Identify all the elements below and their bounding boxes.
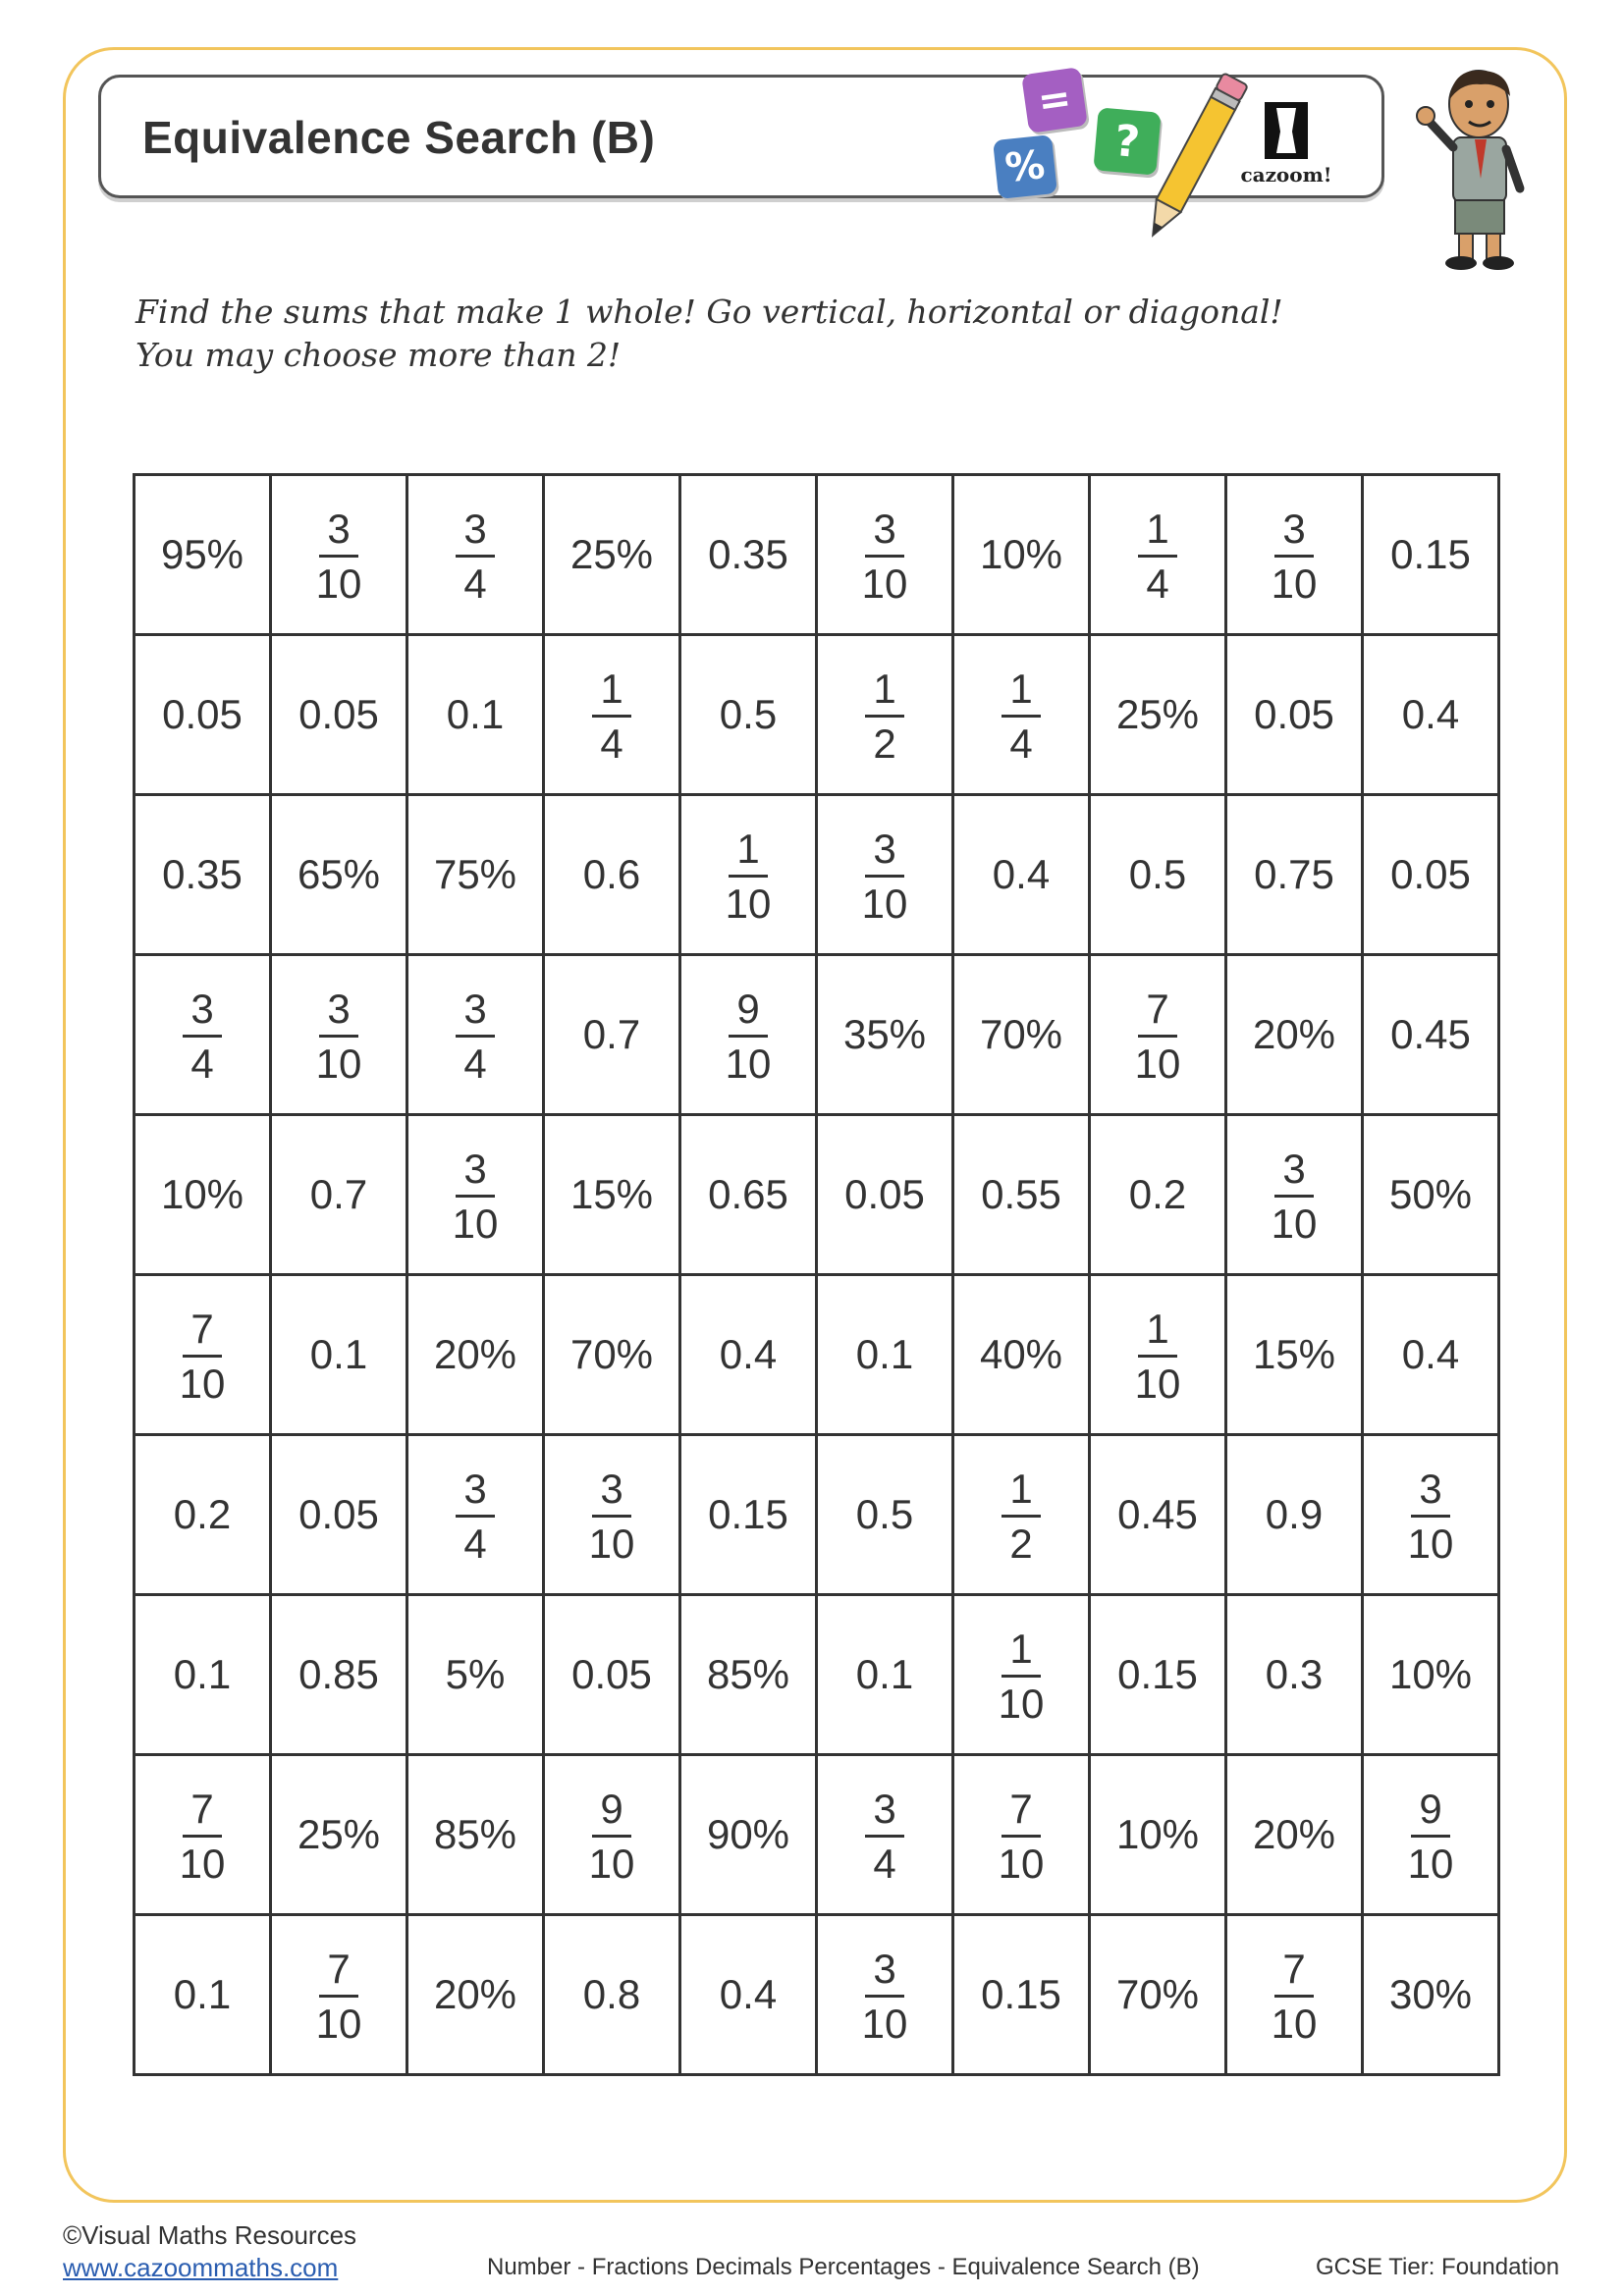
fraction xyxy=(456,505,494,607)
grid-cell[interactable] xyxy=(1363,1435,1499,1595)
grid-cell[interactable] xyxy=(1226,475,1363,635)
fraction xyxy=(1134,985,1181,1087)
fraction-numerator: 1 xyxy=(1001,668,1040,718)
fraction-numerator: 7 xyxy=(319,1949,357,1998)
grid-cell[interactable] xyxy=(680,795,817,955)
fraction-denominator: 10 xyxy=(725,880,772,927)
grid-cell[interactable]: 0.85 xyxy=(271,1595,407,1755)
grid-cell[interactable]: 0.8 xyxy=(544,1915,680,2075)
fraction-denominator: 2 xyxy=(1009,1520,1033,1567)
grid-cell[interactable] xyxy=(135,1275,271,1435)
fraction-numerator: 1 xyxy=(1001,1468,1040,1518)
fraction-denominator: 2 xyxy=(873,720,896,767)
grid-cell[interactable]: 0.5 xyxy=(680,635,817,795)
fraction xyxy=(456,1465,494,1567)
fraction-denominator: 10 xyxy=(179,1840,226,1887)
grid-cell[interactable]: 0.45 xyxy=(1090,1435,1226,1595)
grid-row xyxy=(135,1115,1499,1275)
grid-cell[interactable]: 65% xyxy=(271,795,407,955)
grid-cell[interactable]: 15% xyxy=(1226,1275,1363,1435)
fraction xyxy=(1271,505,1318,607)
grid-cell[interactable]: 0.7 xyxy=(271,1115,407,1275)
fraction-numerator: 3 xyxy=(456,1468,494,1518)
cazoom-logo xyxy=(1231,88,1341,187)
fraction-denominator: 4 xyxy=(600,720,623,767)
fraction-numerator: 1 xyxy=(865,668,903,718)
grid-cell[interactable] xyxy=(544,635,680,795)
grid-cell[interactable] xyxy=(135,1755,271,1915)
grid-cell[interactable]: 0.1 xyxy=(135,1915,271,2075)
fraction-denominator: 10 xyxy=(1407,1840,1454,1887)
grid-row xyxy=(135,1435,1499,1595)
grid-cell[interactable]: 0.75 xyxy=(1226,795,1363,955)
fraction-denominator: 10 xyxy=(1271,560,1318,607)
fraction xyxy=(725,825,772,927)
grid-cell[interactable]: 0.1 xyxy=(817,1275,953,1435)
grid-cell[interactable] xyxy=(817,795,953,955)
grid-cell[interactable]: 0.05 xyxy=(135,635,271,795)
grid-cell[interactable]: 0.1 xyxy=(135,1595,271,1755)
fraction xyxy=(456,985,494,1087)
fraction xyxy=(861,825,908,927)
question-tile-icon: ? xyxy=(1093,107,1161,175)
grid-cell[interactable]: 40% xyxy=(953,1275,1090,1435)
fraction-numerator: 1 xyxy=(1138,508,1176,558)
fraction-denominator: 4 xyxy=(873,1840,896,1887)
fraction-numerator: 3 xyxy=(456,988,494,1038)
grid-cell[interactable] xyxy=(407,1115,544,1275)
grid-cell[interactable]: 75% xyxy=(407,795,544,955)
fraction-numerator: 3 xyxy=(183,988,221,1038)
grid-cell[interactable]: 0.1 xyxy=(407,635,544,795)
fraction xyxy=(315,1945,362,2047)
grid-cell[interactable]: 0.6 xyxy=(544,795,680,955)
fraction-denominator: 4 xyxy=(190,1040,214,1087)
grid-row xyxy=(135,1595,1499,1755)
grid-cell[interactable]: 20% xyxy=(407,1275,544,1435)
percent-tile-icon: % xyxy=(993,134,1057,199)
grid-cell[interactable]: 0.1 xyxy=(817,1595,953,1755)
grid-cell[interactable] xyxy=(817,1915,953,2075)
fraction xyxy=(861,505,908,607)
grid-cell[interactable]: 0.3 xyxy=(1226,1595,1363,1755)
grid-cell[interactable] xyxy=(407,1435,544,1595)
grid-cell[interactable]: 10% xyxy=(1090,1755,1226,1915)
grid-cell[interactable] xyxy=(1090,475,1226,635)
fraction-denominator: 10 xyxy=(1271,2000,1318,2047)
grid-cell[interactable]: 20% xyxy=(1226,1755,1363,1915)
fraction-numerator: 3 xyxy=(865,1949,903,1998)
grid-cell[interactable]: 25% xyxy=(544,475,680,635)
fraction-numerator: 7 xyxy=(183,1789,221,1838)
grid-cell[interactable] xyxy=(817,1755,953,1915)
grid-cell[interactable]: 0.5 xyxy=(817,1435,953,1595)
fraction xyxy=(592,665,630,767)
grid-cell[interactable]: 0.9 xyxy=(1226,1435,1363,1595)
grid-row xyxy=(135,475,1499,635)
fraction xyxy=(865,1785,903,1887)
fraction xyxy=(179,1785,226,1887)
grid-row xyxy=(135,1275,1499,1435)
grid-cell[interactable]: 20% xyxy=(1226,955,1363,1115)
grid-cell[interactable]: 10% xyxy=(1363,1595,1499,1755)
fraction-numerator: 7 xyxy=(1001,1789,1040,1838)
instructions xyxy=(135,291,1283,377)
grid-row xyxy=(135,635,1499,795)
fraction-numerator: 7 xyxy=(1274,1949,1313,1998)
fraction-denominator: 10 xyxy=(1134,1360,1181,1407)
instructions-line-1: Find the sums that make 1 whole! Go vertical, horizontal or diagonal! xyxy=(135,293,1283,331)
fraction xyxy=(179,1305,226,1407)
fraction-denominator: 10 xyxy=(588,1840,635,1887)
mascot-boy-icon xyxy=(1410,61,1547,277)
grid-cell[interactable] xyxy=(817,475,953,635)
grid-cell[interactable] xyxy=(1090,1275,1226,1435)
fraction-denominator: 10 xyxy=(861,560,908,607)
grid-cell[interactable]: 0.15 xyxy=(680,1435,817,1595)
fraction xyxy=(998,1625,1045,1727)
grid-cell[interactable] xyxy=(1090,955,1226,1115)
grid-cell[interactable]: 0.05 xyxy=(1363,795,1499,955)
fraction-denominator: 10 xyxy=(1407,1520,1454,1567)
grid-cell[interactable]: 85% xyxy=(407,1755,544,1915)
fraction-numerator: 3 xyxy=(1274,508,1313,558)
fraction xyxy=(315,985,362,1087)
topic-label: Number - Fractions Decimals Percentages - Equivalence Search (B) xyxy=(487,2254,1200,2280)
fraction-denominator: 10 xyxy=(998,1680,1045,1727)
grid-cell[interactable]: 0.1 xyxy=(271,1275,407,1435)
fraction-denominator: 4 xyxy=(463,560,487,607)
grid-row xyxy=(135,1755,1499,1915)
grid-cell[interactable]: 0.15 xyxy=(1090,1595,1226,1755)
fraction-numerator: 7 xyxy=(183,1308,221,1358)
fraction-numerator: 1 xyxy=(1001,1629,1040,1678)
grid-cell[interactable]: 0.4 xyxy=(680,1275,817,1435)
fraction xyxy=(588,1785,635,1887)
grid-cell[interactable]: 10% xyxy=(135,1115,271,1275)
grid-cell[interactable]: 0.05 xyxy=(544,1595,680,1755)
grid-cell[interactable] xyxy=(953,635,1090,795)
fraction-denominator: 4 xyxy=(463,1520,487,1567)
fraction-numerator: 3 xyxy=(865,1789,903,1838)
page-title: Equivalence Search (B) xyxy=(142,112,656,163)
fraction-numerator: 7 xyxy=(1138,988,1176,1038)
equals-tile-icon: = xyxy=(1021,67,1088,133)
fraction xyxy=(725,985,772,1087)
fraction xyxy=(1407,1785,1454,1887)
grid-cell[interactable] xyxy=(407,955,544,1115)
fraction-denominator: 4 xyxy=(1146,560,1169,607)
fraction-denominator: 10 xyxy=(725,1040,772,1087)
fraction-numerator: 1 xyxy=(1138,1308,1176,1358)
fraction-numerator: 3 xyxy=(865,828,903,878)
fraction xyxy=(452,1145,499,1247)
fraction-denominator: 10 xyxy=(998,1840,1045,1887)
grid-cell[interactable]: 0.2 xyxy=(1090,1115,1226,1275)
copyright: ©Visual Maths Resources xyxy=(63,2220,357,2250)
fraction-denominator: 10 xyxy=(1271,1200,1318,1247)
grid-cell[interactable]: 35% xyxy=(817,955,953,1115)
grid-cell[interactable] xyxy=(544,1435,680,1595)
grid-cell[interactable]: 70% xyxy=(544,1275,680,1435)
grid-cell[interactable]: 25% xyxy=(271,1755,407,1915)
fraction xyxy=(315,505,362,607)
fraction-denominator: 10 xyxy=(315,1040,362,1087)
grid-cell[interactable]: 30% xyxy=(1363,1915,1499,2075)
grid-row xyxy=(135,955,1499,1115)
grid-cell[interactable]: 70% xyxy=(1090,1915,1226,2075)
fraction-denominator: 10 xyxy=(861,880,908,927)
grid-cell[interactable]: 5% xyxy=(407,1595,544,1755)
grid-cell[interactable] xyxy=(135,955,271,1115)
grid-cell[interactable]: 0.05 xyxy=(817,1115,953,1275)
grid-cell[interactable] xyxy=(1363,1755,1499,1915)
grid-cell[interactable]: 90% xyxy=(680,1755,817,1915)
fraction-denominator: 10 xyxy=(588,1520,635,1567)
fraction-denominator: 10 xyxy=(179,1360,226,1407)
grid-cell[interactable]: 0.15 xyxy=(1363,475,1499,635)
grid-cell[interactable]: 0.05 xyxy=(271,635,407,795)
instructions-line-2: You may choose more than 2! xyxy=(135,336,622,374)
grid-cell[interactable]: 0.05 xyxy=(271,1435,407,1595)
grid-cell[interactable] xyxy=(544,1755,680,1915)
fraction xyxy=(1134,1305,1181,1407)
grid-cell[interactable]: 0.05 xyxy=(1226,635,1363,795)
grid-cell[interactable] xyxy=(271,1915,407,2075)
grid-cell[interactable]: 10% xyxy=(953,475,1090,635)
fraction-denominator: 4 xyxy=(463,1040,487,1087)
grid-cell[interactable]: 70% xyxy=(953,955,1090,1115)
fraction-numerator: 9 xyxy=(729,988,767,1038)
fraction-numerator: 3 xyxy=(592,1468,630,1518)
fraction-denominator: 10 xyxy=(315,560,362,607)
grid-cell[interactable]: 85% xyxy=(680,1595,817,1755)
grid-cell[interactable]: 0.55 xyxy=(953,1115,1090,1275)
grid-cell[interactable]: 25% xyxy=(1090,635,1226,795)
grid-cell[interactable] xyxy=(953,1435,1090,1595)
fraction-denominator: 10 xyxy=(1134,1040,1181,1087)
grid-cell[interactable]: 0.4 xyxy=(680,1915,817,2075)
fraction-denominator: 10 xyxy=(861,2000,908,2047)
fraction xyxy=(1001,1465,1040,1567)
search-grid xyxy=(133,473,1500,2076)
fraction-numerator: 9 xyxy=(1411,1789,1449,1838)
trophy-icon xyxy=(1265,102,1308,159)
grid-cell[interactable] xyxy=(1226,1115,1363,1275)
fraction-numerator: 3 xyxy=(456,508,494,558)
grid-cell[interactable]: 0.15 xyxy=(953,1915,1090,2075)
fraction-denominator: 10 xyxy=(452,1200,499,1247)
tier-label: GCSE Tier: Foundation xyxy=(1316,2254,1560,2280)
grid-cell[interactable]: 0.7 xyxy=(544,955,680,1115)
grid-cell[interactable] xyxy=(817,635,953,795)
grid-cell[interactable] xyxy=(1226,1915,1363,2075)
fraction-numerator: 3 xyxy=(865,508,903,558)
grid-cell[interactable] xyxy=(680,955,817,1115)
fraction-numerator: 3 xyxy=(456,1148,494,1198)
grid-cell[interactable]: 0.5 xyxy=(1090,795,1226,955)
fraction-numerator: 9 xyxy=(592,1789,630,1838)
grid-cell[interactable] xyxy=(953,1755,1090,1915)
grid-cell[interactable]: 15% xyxy=(544,1115,680,1275)
grid-cell[interactable] xyxy=(271,955,407,1115)
grid-cell[interactable] xyxy=(953,1595,1090,1755)
fraction xyxy=(861,1945,908,2047)
grid-cell[interactable]: 0.2 xyxy=(135,1435,271,1595)
fraction-denominator: 4 xyxy=(1009,720,1033,767)
grid-row xyxy=(135,795,1499,955)
fraction-numerator: 3 xyxy=(1274,1148,1313,1198)
fraction xyxy=(1138,505,1176,607)
grid-row xyxy=(135,1915,1499,2075)
grid-cell[interactable]: 0.4 xyxy=(953,795,1090,955)
grid-cell[interactable]: 95% xyxy=(135,475,271,635)
grid-cell[interactable] xyxy=(407,475,544,635)
grid-cell[interactable]: 0.45 xyxy=(1363,955,1499,1115)
fraction xyxy=(1271,1945,1318,2047)
fraction xyxy=(183,985,221,1087)
fraction-denominator: 10 xyxy=(315,2000,362,2047)
fraction xyxy=(1001,665,1040,767)
grid-cell[interactable]: 0.35 xyxy=(680,475,817,635)
fraction xyxy=(1271,1145,1318,1247)
fraction xyxy=(1407,1465,1454,1567)
grid-cell[interactable]: 20% xyxy=(407,1915,544,2075)
logo-text: cazoom! xyxy=(1240,163,1332,187)
grid-cell[interactable]: 50% xyxy=(1363,1115,1499,1275)
grid-cell[interactable]: 0.65 xyxy=(680,1115,817,1275)
fraction xyxy=(865,665,903,767)
fraction xyxy=(588,1465,635,1567)
fraction xyxy=(998,1785,1045,1887)
grid-cell[interactable]: 0.4 xyxy=(1363,635,1499,795)
fraction-numerator: 1 xyxy=(729,828,767,878)
website-link[interactable]: www.cazoommaths.com xyxy=(63,2253,339,2282)
grid-cell[interactable]: 0.35 xyxy=(135,795,271,955)
fraction-numerator: 1 xyxy=(592,668,630,718)
fraction-numerator: 3 xyxy=(1411,1468,1449,1518)
fraction-numerator: 3 xyxy=(319,988,357,1038)
grid-cell[interactable] xyxy=(271,475,407,635)
fraction-numerator: 3 xyxy=(319,508,357,558)
grid-cell[interactable]: 0.4 xyxy=(1363,1275,1499,1435)
